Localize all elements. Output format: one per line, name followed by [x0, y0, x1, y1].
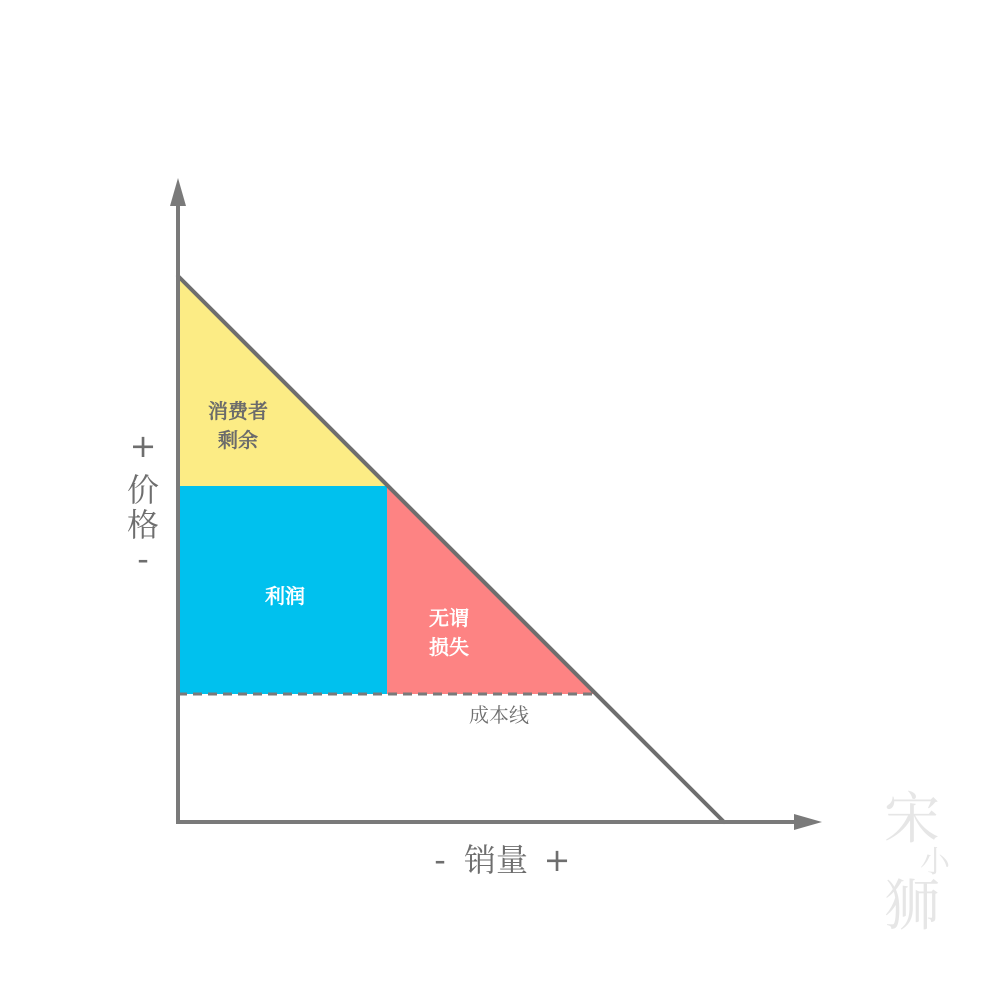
- deadweight-loss-label-line2: 损失: [429, 635, 469, 659]
- x-axis-plus: +: [543, 841, 571, 879]
- deadweight-loss-label-line1: 无谓: [429, 606, 469, 630]
- watermark-char2: 小: [920, 845, 950, 880]
- x-axis-minus: -: [434, 841, 446, 879]
- profit-label: 利润: [265, 584, 305, 608]
- x-axis-title: 销量: [463, 841, 529, 879]
- y-axis-minus: -: [137, 540, 149, 578]
- consumer-surplus-label-line2: 剩余: [218, 428, 258, 452]
- cost-line-label: 成本线: [469, 703, 529, 727]
- watermark-char3: 狮: [884, 874, 940, 939]
- watermark-char1: 宋: [884, 787, 940, 852]
- y-axis-plus: +: [129, 427, 157, 465]
- y-axis-title-char2: 格: [126, 506, 160, 544]
- y-axis-arrow: [170, 178, 186, 206]
- consumer-surplus-label-line1: 消费者: [208, 399, 268, 423]
- y-axis-title-char1: 价: [126, 471, 160, 509]
- x-axis-arrow: [794, 814, 822, 830]
